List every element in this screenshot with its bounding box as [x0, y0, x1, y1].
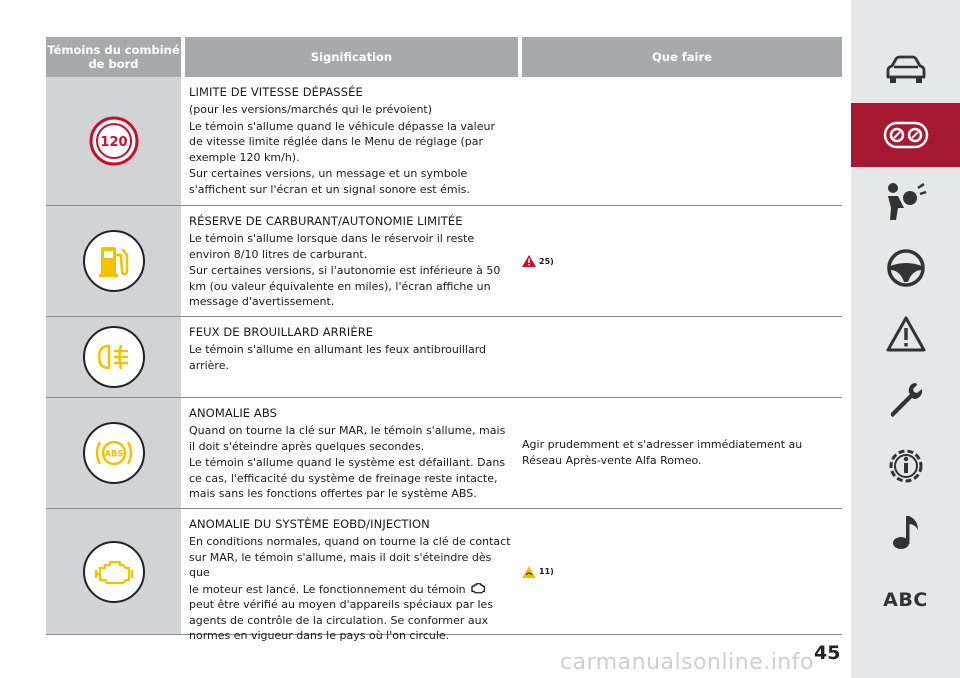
header-what-to-do: Que faire [522, 37, 842, 77]
icon-cell [46, 398, 181, 508]
table-row [46, 77, 842, 206]
row-paragraph: Le témoin s'allume en allumant les feux antibrouillard arrière. [189, 343, 487, 372]
warning-triangle-icon [885, 315, 927, 353]
icon-cell [46, 317, 181, 397]
nav-multimedia[interactable] [851, 500, 960, 564]
chapter-sidenav [851, 0, 960, 678]
row-paragraph: Sur certaines versions, si l'autonomie est inférieure à 50 km (ou valeur équivalente en miles), l'écran affiche un message d'avertissement. [189, 264, 501, 308]
row-title: RÉSERVE DE CARBURANT/AUTONOMIE LIMITÉE [189, 214, 463, 228]
music-note-icon [888, 512, 924, 552]
table-row [46, 398, 842, 509]
icon-circle [83, 230, 145, 292]
dashboard-icon [883, 120, 929, 150]
nav-technical-data[interactable] [851, 434, 960, 498]
todo-cell [518, 317, 842, 397]
wrench-icon [886, 380, 926, 420]
table-header [46, 37, 842, 77]
todo-cell [518, 77, 842, 205]
meaning-cell [181, 509, 518, 642]
red-warning-triangle-icon [522, 255, 536, 267]
row-paragraph: (pour les versions/marchés qui le prévoient) [189, 103, 433, 116]
icon-cell [46, 509, 181, 634]
todo-cell [518, 398, 842, 508]
abs-label: ABS [103, 449, 124, 460]
rear-fog-light-icon [95, 342, 133, 372]
abs-icon [93, 436, 135, 470]
car-icon [884, 55, 928, 85]
icon-cell [46, 77, 181, 205]
row-paragraph: Le témoin s'allume lorsque dans le réservoir il reste environ 8/10 litres de carburant. [189, 232, 475, 261]
nav-maintenance[interactable] [851, 368, 960, 432]
nav-driving[interactable] [851, 236, 960, 300]
table-row [46, 509, 842, 642]
nav-car[interactable] [851, 38, 960, 102]
nav-index-label: ABC [883, 589, 928, 611]
warning-reference-number: 11) [539, 567, 554, 576]
todo-cell [518, 509, 842, 634]
row-paragraph: Le témoin s'allume quand le véhicule dépasse la valeur de vitesse limite réglée dans le Menu de réglage (par exemple 120 km/h). [189, 119, 495, 164]
nav-index[interactable] [851, 568, 960, 632]
icon-circle [83, 541, 145, 603]
meaning-cell [181, 206, 518, 316]
row-title: LIMITE DE VITESSE DÉPASSÉE [189, 85, 363, 99]
row-paragraph: Quand on tourne la clé sur MAR, le témoin s'allume, mais il doit s'éteindre après quelques secondes. [189, 424, 506, 453]
speed-limit-icon [89, 116, 139, 166]
warning-reference [522, 255, 554, 267]
airbag-icon [884, 180, 928, 224]
row-paragraph: Le témoin s'allume quand le système est défaillant. Dans ce cas, l'efficacité du système de freinage reste intacte, mais sans les fonctions offertes par le système ABS. [189, 456, 506, 500]
nav-safety[interactable] [851, 170, 960, 234]
engine-inline-icon [469, 582, 487, 594]
nav-emergency[interactable] [851, 302, 960, 366]
row-paragraph-part: le moteur est lancé. Le fonctionnement du témoin [189, 582, 466, 596]
warning-lights-table [46, 37, 842, 642]
todo-text: Agir prudemment et s'adresser immédiatement au Réseau Après-vente Alfa Romeo. [522, 438, 803, 467]
row-paragraph: Sur certaines versions, un message et un symbole s'affichent sur l'écran et un signal sonore est émis. [189, 167, 470, 196]
amber-warning-triangle-icon [522, 566, 536, 578]
meaning-cell [181, 317, 518, 397]
icon-circle [83, 422, 145, 484]
row-title: FEUX DE BROUILLARD ARRIÈRE [189, 325, 374, 339]
header-meaning: Signification [185, 37, 518, 77]
row-paragraph: En conditions normales, quand on tourne la clé de contact sur MAR, le témoin s'allume, mais il doit s'éteindre dès que [189, 535, 511, 579]
watermark: carmanualsonline.info [560, 650, 814, 675]
meaning-cell [181, 398, 518, 508]
nav-dashboard[interactable] [851, 103, 960, 167]
row-paragraph-part: peut être vérifié au moyen d'appareils spéciaux par les agents de contrôle de la circulation. Se conformer aux normes en vigueur dans le pays où l'on circule. [189, 598, 494, 642]
info-gear-icon [885, 445, 927, 487]
warning-reference [522, 566, 554, 578]
todo-cell [518, 206, 842, 316]
engine-check-icon [94, 558, 134, 586]
warning-reference-number: 25) [539, 256, 554, 266]
table-row [46, 317, 842, 398]
header-dashboard-lights: Témoins du combiné de bord [46, 37, 181, 77]
icon-circle [83, 326, 145, 388]
meaning-cell [181, 77, 518, 205]
row-paragraph [189, 582, 512, 644]
fuel-pump-icon [97, 243, 131, 279]
row-title: ANOMALIE ABS [189, 406, 278, 420]
steering-wheel-icon [886, 248, 926, 288]
table-row [46, 206, 842, 317]
icon-cell [46, 206, 181, 316]
speed-limit-value: 120 [99, 135, 128, 150]
row-title: ANOMALIE DU SYSTÈME EOBD/INJECTION [189, 517, 430, 531]
page-number: 45 [814, 642, 841, 664]
